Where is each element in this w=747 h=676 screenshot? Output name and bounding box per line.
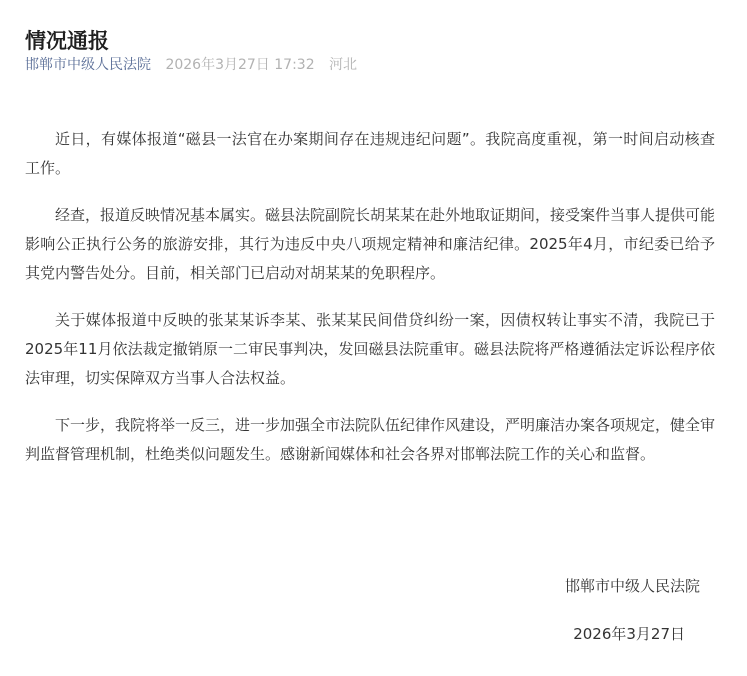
paragraph-2: 经查，报道反映情况基本属实。磁县法院副院长胡某某在赴外地取证期间，接受案件当事人提供可能影响公正执行公务的旅游安排，其行为违反中央八项规定精神和廉洁纪律。2025年4月，市纪委已给予其党内警告处分。目前，相关部门已启动对胡某某的免职程序。	[25, 206, 716, 282]
article-meta	[25, 55, 357, 75]
signature-date: 2026年3月27日	[573, 625, 685, 643]
paragraph-4: 下一步，我院将举一反三，进一步加强全市法院队伍纪律作风建设，严明廉洁办案各项规定，健全审判监督管理机制，杜绝类似问题发生。感谢新闻媒体和社会各界对邯郸法院工作的关心和监督。	[25, 416, 716, 463]
paragraph-3: 关于媒体报道中反映的张某某诉李某、张某某民间借贷纠纷一案，因债权转让事实不清，我院已于2025年11月依法裁定撤销原一二审民事判决，发回磁县法院重审。磁县法院将严格遵循法定诉讼程序依法审理，切实保障双方当事人合法权益。	[25, 311, 715, 387]
article-title: 情况通报	[25, 29, 109, 54]
paragraph-1: 近日，有媒体报道“磁县一法官在办案期间存在违规违纪问题”。我院高度重视，第一时间启动核查工作。	[25, 130, 715, 177]
publish-time: 2026年3月27日 17:32	[165, 57, 315, 73]
signature: 邯郸市中级人民法院	[564, 577, 700, 595]
account-name-link[interactable]: 邯郸市中级人民法院	[25, 57, 151, 73]
article-body	[25, 125, 715, 487]
publish-location: 河北	[329, 57, 358, 73]
